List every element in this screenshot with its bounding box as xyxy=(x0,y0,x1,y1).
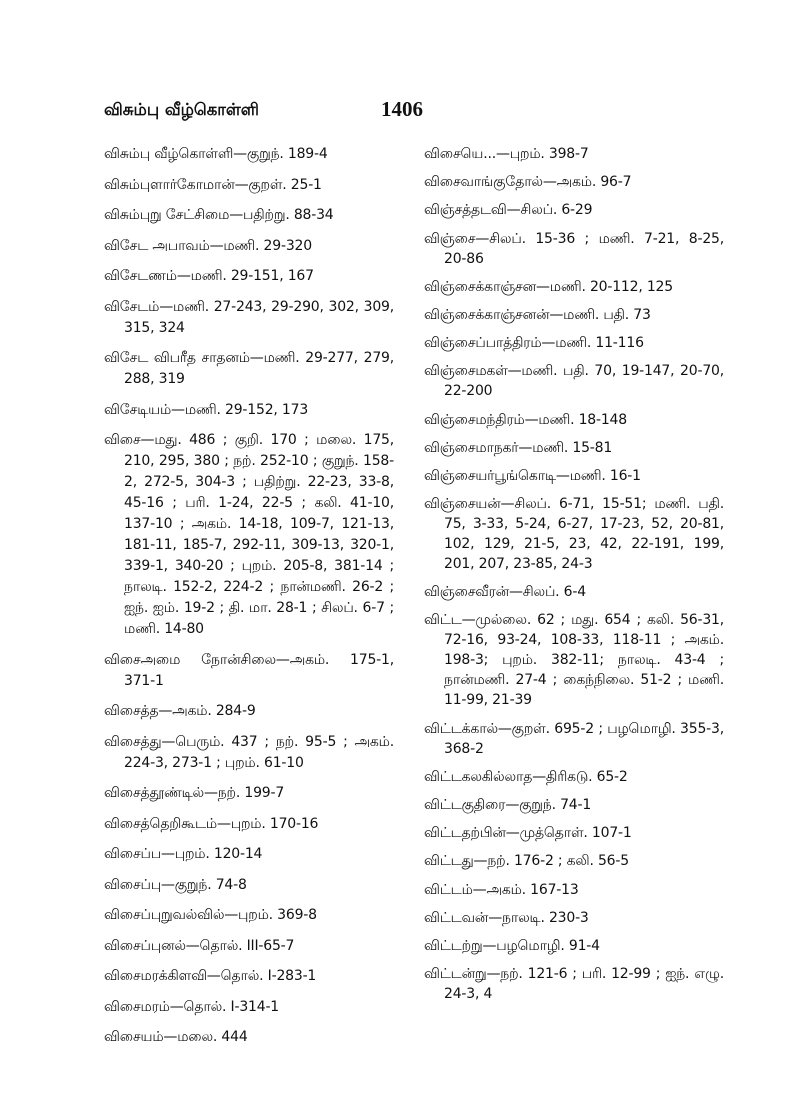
index-entry: விசைத்த—அகம். 284-9 xyxy=(104,703,256,719)
index-entry: விஞ்சத்தடவி—சிலப். 6-29 xyxy=(424,202,593,219)
index-entry: விட்டன்று—நற். 121-6 ; பரி. 12-99 ; ஐந். எழு. 24-3, 4 xyxy=(424,966,724,1003)
index-entry: விசைப்புறுவல்வில்—புறம். 369-8 xyxy=(104,907,317,923)
index-entry: விசைவாங்குதோல்—அகம். 96-7 xyxy=(424,174,632,191)
page-number: 1406 xyxy=(381,97,423,121)
index-entry: விஞ்சையர்பூங்கொடி—மணி. 16-1 xyxy=(424,467,641,484)
index-entry: விஞ்சைக்காஞ்சனன்—மணி. பதி. 73 xyxy=(424,306,651,323)
index-entry: விசேட அபாவம்—மணி. 29-320 xyxy=(104,237,312,254)
index-entry: விஞ்சைமகள்—மணி. பதி. 70, 19-147, 20-70, 22-200 xyxy=(424,363,724,400)
index-entry: விஞ்சைக்காஞ்சன—மணி. 20-112, 125 xyxy=(424,278,673,295)
index-entry: விஞ்சைவீரன்—சிலப். 6-4 xyxy=(424,584,586,601)
index-entry: விட்டது—நற். 176-2 ; கலி. 56-5 xyxy=(424,853,629,870)
index-entry: விசைமரம்—தொல். I-314-1 xyxy=(104,998,280,1015)
index-entry: விசேடியம்—மணி. 29-152, 173 xyxy=(104,401,309,418)
index-entry: விட்டகலகில்லாத—திரிகடு. 65-2 xyxy=(424,768,628,785)
running-head: விசும்பு வீழ்கொள்ளி xyxy=(104,100,260,119)
index-entry: விசைப்ப—புறம். 120-14 xyxy=(104,846,263,862)
index-entry: விசேடணம்—மணி. 29-151, 167 xyxy=(104,268,314,284)
index-entry: விசைத்தெறிகூடம்—புறம். 170-16 xyxy=(104,815,319,832)
left-column xyxy=(104,144,394,1058)
index-entry: விசைப்புனல்—தொல். III-65-7 xyxy=(104,937,295,954)
index-entry: விசும்பு வீழ்கொள்ளி—குறுந். 189-4 xyxy=(104,146,328,162)
index-entry: விஞ்சை—சிலப். 15-36 ; மணி. 7-21, 8-25, 20-86 xyxy=(424,230,724,267)
index-entry: விட்டக்கால்—குறள். 695-2 ; பழமொழி. 355-3, 368-2 xyxy=(424,720,724,757)
index-entry: விஞ்சைமந்திரம்—மணி. 18-148 xyxy=(424,411,627,428)
index-entry: விசைமரக்கிளவி—தொல். I-283-1 xyxy=(104,968,317,984)
index-entry: விஞ்சையன்—சிலப். 6-71, 15-51; மணி. பதி. 75, 3-33, 5-24, 6-27, 17-23, 52, 20-81, 102, 129, 21-5, 23, 42, 22-191, 199, 201, 207, 23-85, 24-3 xyxy=(424,496,724,573)
index-entry: விசை—மது. 486 ; குறி. 170 ; மலை. 175, 210, 295, 380 ; நற். 252-10 ; குறுந். 158-2, 272-5, 304-3 ; பதிற்று. 22-23, 33-8, 45-16 ; பரி. 1-24, 22-5 ; கலி. 41-10, 137-10 ; அகம். 14-18, 109-7, 121-13, 181-11, 185-7, 292-11, 309-13, 320-1, 339-1, 340-20 ; புறம். 205-8, 381-14 ; நாலடி. 152-2, 224-2 ; நான்மணி. 26-2 ; ஐந். ஐம். 19-2 ; தி. மா. 28-1 ; சிலப். 6-7 ; மணி. 14-80 xyxy=(104,432,394,637)
index-entry: விஞ்சைமாநகர்—மணி. 15-81 xyxy=(424,439,613,456)
index-entry: விசைஅமை நோன்சிலை—அகம். 175-1, 371-1 xyxy=(104,651,394,689)
index-entry: விசும்புளார்கோமான்—குறள். 25-1 xyxy=(104,176,322,193)
index-entry: விசேடம்—மணி. 27-243, 29-290, 302, 309, 315, 324 xyxy=(104,298,394,336)
index-entry: விட்டகுதிரை—குறுந். 74-1 xyxy=(424,797,592,813)
index-entry: விசையம்—மலை. 444 xyxy=(104,1029,248,1045)
right-column xyxy=(424,144,724,1012)
index-entry: விட்டற்று—பழமொழி. 91-4 xyxy=(424,937,600,954)
index-entry: விஞ்சைப்பாத்திரம்—மணி. 11-116 xyxy=(424,335,644,352)
index-entry: விசைப்பு—குறுந். 74-8 xyxy=(104,876,247,893)
index-entry: விட்டம்—அகம். 167-13 xyxy=(424,881,579,898)
index-entry: விசைத்து—பெரும். 437 ; நற். 95-5 ; அகம். 224-3, 273-1 ; புறம். 61-10 xyxy=(104,733,394,771)
index-entry: விசும்புறு சேட்சிமை—பதிற்று. 88-34 xyxy=(104,207,334,223)
index-entry: விட்ட—முல்லை. 62 ; மது. 654 ; கலி. 56-31, 72-16, 93-24, 108-33, 118-11 ; அகம். 198-3; புறம். 382-11; நாலடி. 43-4 ; நான்மணி. 27-4 ; கைந்நிலை. 51-2 ; மணி. 11-99, 21-39 xyxy=(424,612,724,709)
index-entry: விசைத்தூண்டில்—நற். 199-7 xyxy=(104,785,285,801)
index-entry: விட்டவன்—நாலடி. 230-3 xyxy=(424,909,589,926)
index-entry: விசையெ...—புறம். 398-7 xyxy=(424,146,589,162)
index-entry: விட்டதற்பின்—முத்தொள். 107-1 xyxy=(424,825,632,842)
index-entry: விசேட விபரீத சாதனம்—மணி. 29-277, 279, 288, 319 xyxy=(104,350,394,387)
